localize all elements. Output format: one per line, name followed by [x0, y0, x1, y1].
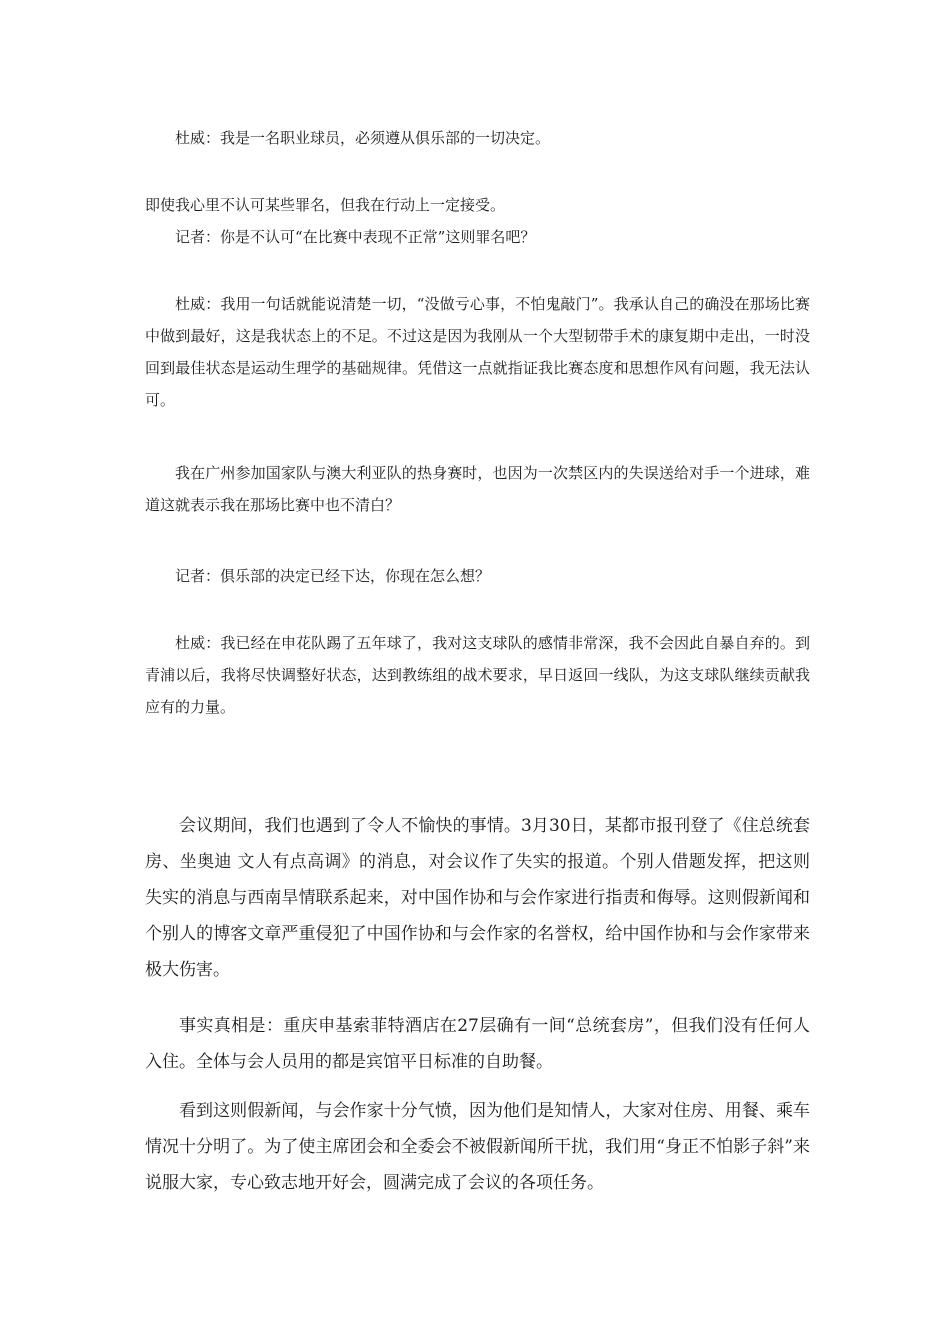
interview-paragraph-3: 记者：你是不认可“在比赛中表现不正常”这则罪名吧？: [175, 228, 536, 246]
interview-paragraph-2: 即使我心里不认可某些罪名，但我在行动上一定接受。: [145, 196, 506, 214]
interview-paragraph-6: 记者：俱乐部的决定已经下达，你现在怎么想？: [175, 567, 491, 585]
interview-paragraph-5: 我在广州参加国家队与澳大利亚队的热身赛时，也因为一次禁区内的失误送给对手一个进球，难道这就表示我在那场比赛中也不清白？: [145, 464, 810, 514]
interview-paragraph-1: 杜威：我是一名职业球员，必须遵从俱乐部的一切决定。: [175, 129, 551, 147]
interview-paragraph-4: 杜威：我用一句话就能说清楚一切，“没做亏心事，不怕鬼敲门”。我承认自己的确没在那场比赛中做到最好，这是我状态上的不足。不过这是因为我刚从一个大型韧带手术的康复期中走出，一时没回到最佳状态是运动生理学的基础规律。凭借这一点就指证我比赛态度和思想作风有问题，我无法认可。: [145, 295, 810, 409]
statement-paragraph-2: 事实真相是：重庆申基索菲特酒店在27层确有一间“总统套房”，但我们没有任何人入住。全体与会人员用的都是宾馆平日标准的自助餐。: [145, 1016, 810, 1072]
interview-paragraph-7: 杜威：我已经在申花队踢了五年球了，我对这支球队的感情非常深，我不会因此自暴自弃的。到青浦以后，我将尽快调整好状态，达到教练组的战术要求，早日返回一线队，为这支球队继续贡献我应有的力量。: [145, 634, 810, 716]
statement-paragraph-3: 看到这则假新闻，与会作家十分气愤，因为他们是知情人，大家对住房、用餐、乘车情况十分明了。为了使主席团会和全委会不被假新闻所干扰，我们用“身正不怕影子斜”来说服大家，专心致志地开好会，圆满完成了会议的各项任务。: [145, 1101, 810, 1193]
statement-paragraph-1: 会议期间，我们也遇到了令人不愉快的事情。3月30日，某都市报刊登了《住总统套房、坐奥迪 文人有点高调》的消息，对会议作了失实的报道。个别人借题发挥，把这则失实的消息与西南旱情联系起来，对中国作协和与会作家进行指责和侮辱。这则假新闻和个别人的博客文章严重侵犯了中国作协和与会作家的名誉权，给中国作协和与会作家带来极大伤害。: [145, 816, 810, 980]
